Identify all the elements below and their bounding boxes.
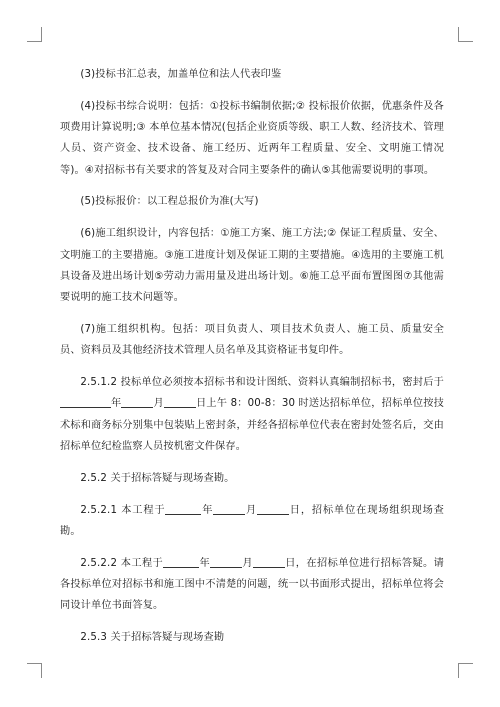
- month-label: 月: [242, 557, 253, 569]
- month-label: 月: [245, 504, 258, 516]
- clause-2-5-2-1: [60, 500, 444, 543]
- blank-day: [164, 395, 196, 408]
- blank-month: [213, 502, 245, 515]
- clause-2-5-1-2: [60, 372, 444, 457]
- clause-2-5-2-1-tail: 日，招标单位在现场组织现场查勘。: [60, 504, 444, 537]
- year-label: 年: [201, 504, 214, 516]
- blank-day: [257, 502, 289, 515]
- crop-mark-top-left: [27, 27, 42, 42]
- blank-day: [253, 555, 285, 568]
- item-3-summary-table: (3)投标书汇总表，加盖单位和法人代表印鉴: [80, 69, 282, 80]
- year-label: 年: [111, 398, 122, 410]
- clause-2-5-3-heading: 2.5.3 关于招标答疑与现场查勘: [80, 632, 225, 644]
- clause-2-5-2-2-tail: 日，在招标单位进行招标答疑。请各投标单位对招标书和施工图中不清楚的问题，统一以书面形式提出，招标单位将会同设计单位书面答复。: [60, 557, 444, 612]
- item-5-bid-price: (5)投标报价：以工程总报价为准(大写): [80, 196, 259, 208]
- item-7-organization: (7)施工组织机构。包括：项目负责人、项目技术负责人、施工员、质量安全员、资料员及其他经济技术管理人员名单及其资格证书复印件。: [60, 323, 444, 357]
- document-body: [60, 64, 444, 659]
- clause-2-5-1-2-tail: 日上午 8：00-8：30 时送达招标单位，招标单位按技术标和商务标分别集中包装贴上密封条，并经各招标单位代表在密封处签名后，交由招标单位纪检监察人员按机密文件保存。: [60, 398, 444, 452]
- clause-2-5-1-2-lead: 2.5.1.2 投标单位必须按本招标书和设计图纸、资料认真编制招标书，密封后于: [80, 377, 444, 389]
- crop-mark-top-right: [458, 27, 473, 42]
- blank-year: [66, 395, 111, 408]
- item-6-construction-design: (6)施工组织设计，内容包括：①施工方案、施工方法;② 保证工程质量、安全、文明施工的主要措施。③施工进度计划及保证工期的主要措施。④选用的主要施工机具设备及进出场计划⑤劳动力需用量及进出场计划。⑥施工总平面布置图图⑦其他需要说明的施工技术问题等。: [60, 228, 444, 304]
- month-label: 月: [153, 398, 164, 410]
- year-label: 年: [199, 557, 211, 569]
- crop-mark-bottom-right: [458, 663, 473, 678]
- blank-year: [163, 555, 199, 568]
- clause-2-5-2-2: [60, 553, 444, 617]
- clause-2-5-2-1-lead: 2.5.2.1 本工程于: [80, 504, 166, 516]
- clause-2-5-2-2-lead: 2.5.2.2 本工程于: [80, 557, 164, 569]
- clause-2-5-2-heading: 2.5.2 关于招标答疑与现场查勘。: [80, 472, 235, 484]
- blank-month: [210, 555, 242, 568]
- item-4-general-description: (4)投标书综合说明：包括：①投标书编制依据;② 投标报价依据，优惠条件及各项费用计算说明;③ 本单位基本情况(包括企业资质等级、职工人数、经济技术、管理人员、资产资金、技术设备、施工经历、近两年工程质量、安全、文明施工情况等)。④对招标书有关要求的答复及对合同主要条件的确认⑤其他需要说明的事项。: [60, 100, 444, 176]
- crop-mark-bottom-left: [27, 663, 42, 678]
- blank-month: [121, 395, 153, 408]
- blank-year: [165, 502, 201, 515]
